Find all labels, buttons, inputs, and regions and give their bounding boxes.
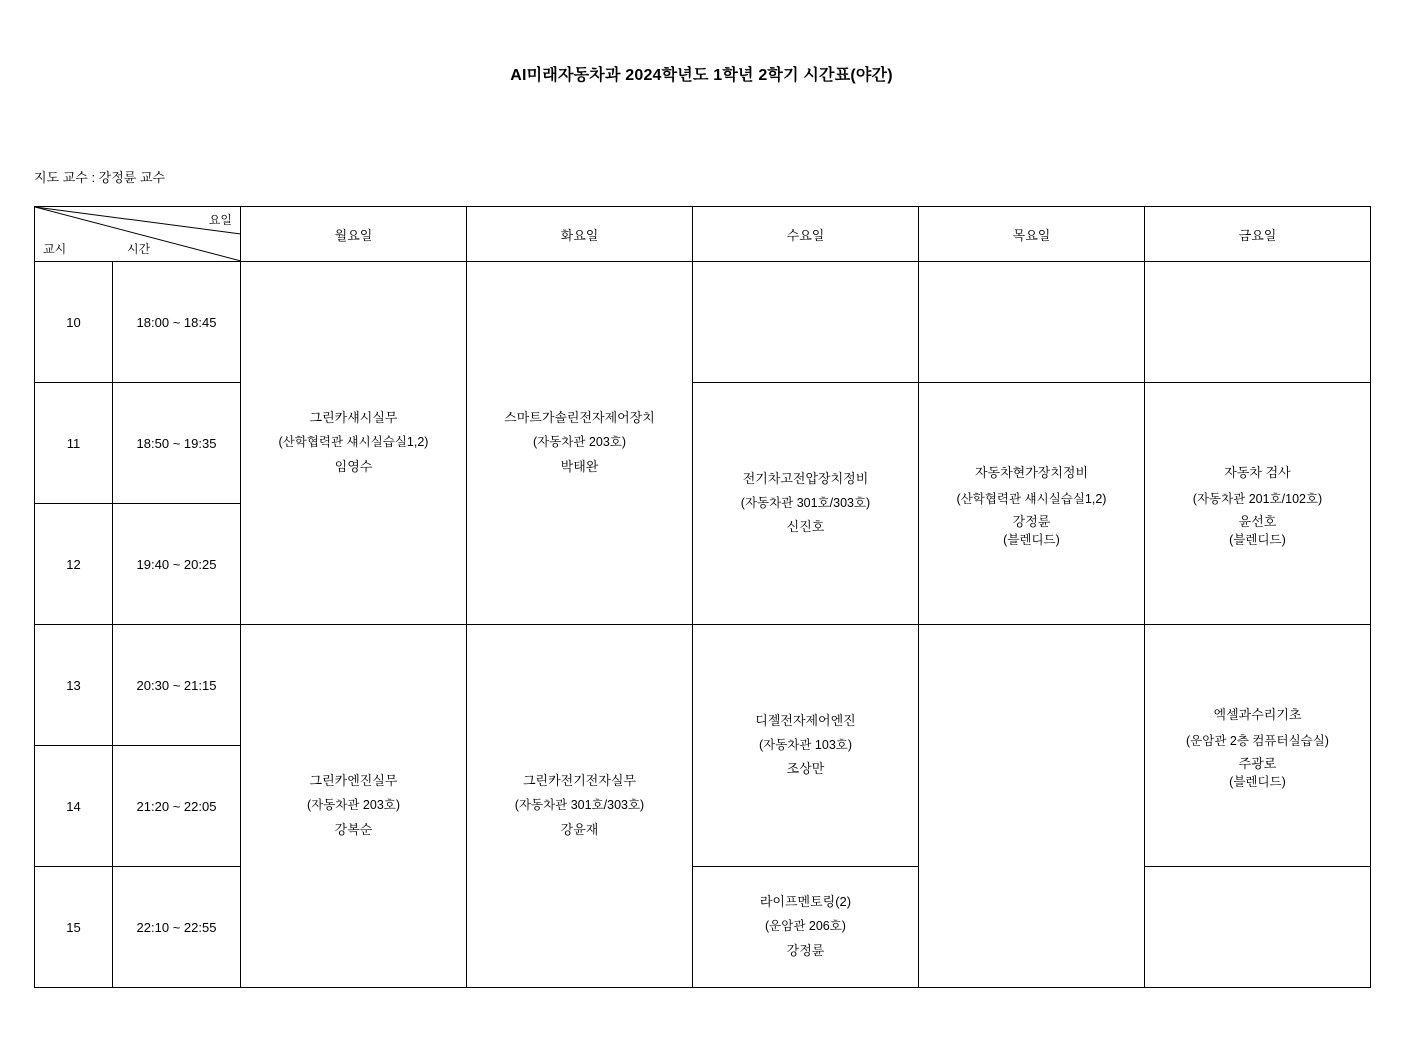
period-number: 15: [35, 867, 113, 988]
period-number: 11: [35, 383, 113, 504]
period-number: 12: [35, 504, 113, 625]
period-number: 14: [35, 746, 113, 867]
timetable: [34, 206, 1371, 988]
course-professor: 강복순: [334, 821, 373, 837]
course-professor: 윤선호: [1238, 514, 1277, 530]
table-row: [35, 383, 1371, 504]
course-mode: (블렌디드): [1229, 774, 1286, 789]
cell-wednesday-1: [693, 383, 919, 625]
table-row: [35, 262, 1371, 383]
cell-wednesday-empty-10: [693, 262, 919, 383]
period-time: 21:20 ~ 22:05: [113, 746, 241, 867]
course-professor: 조상만: [786, 761, 825, 777]
course-place: (운암관 206호): [765, 919, 846, 934]
course-place: (자동차관 201호/102호): [1192, 492, 1323, 507]
course-name: 전기차고전압장치정비: [742, 470, 869, 486]
course-block: [693, 886, 918, 967]
cell-friday-2: [1145, 625, 1371, 867]
course-place: (산학협력관 섀시실습실1,2): [956, 492, 1107, 507]
course-name: 그린카섀시실무: [309, 410, 398, 426]
cell-tuesday-1: [467, 262, 693, 625]
course-professor: 임영수: [334, 458, 373, 474]
period-time: 18:00 ~ 18:45: [113, 262, 241, 383]
table-row: [35, 625, 1371, 746]
course-name: 스마트가솔린전자제어장치: [504, 410, 655, 426]
course-place: (자동차관 203호): [532, 435, 627, 450]
course-place: (산학협력관 섀시실습실1,2): [278, 435, 429, 450]
period-time: 22:10 ~ 22:55: [113, 867, 241, 988]
cell-monday-1: [241, 262, 467, 625]
course-block: [1145, 697, 1370, 794]
course-name: 자동차현가장치정비: [974, 464, 1089, 480]
course-professor: 강정륜: [1012, 514, 1051, 530]
table-corner-header: [35, 207, 241, 262]
course-mode: (블렌디드): [1229, 532, 1286, 547]
course-professor: 박태완: [560, 458, 599, 474]
course-professor: 강윤재: [560, 821, 599, 837]
course-place: (운암관 2층 컴퓨터실습실): [1186, 734, 1329, 749]
course-block: [241, 402, 466, 483]
day-header-thursday: 목요일: [919, 207, 1145, 262]
corner-day-label: 요일: [208, 213, 232, 227]
day-header-tuesday: 화요일: [467, 207, 693, 262]
period-number: 13: [35, 625, 113, 746]
cell-friday-empty-10: [1145, 262, 1371, 383]
course-block: [241, 765, 466, 846]
cell-thursday-empty-10: [919, 262, 1145, 383]
table-row: [35, 867, 1371, 988]
course-block: [919, 455, 1144, 552]
course-block: [467, 765, 692, 846]
course-name: 엑셀과수리기초: [1213, 706, 1302, 722]
course-block: [1145, 455, 1370, 552]
day-header-wednesday: 수요일: [693, 207, 919, 262]
period-time: 18:50 ~ 19:35: [113, 383, 241, 504]
course-professor: 강정륜: [786, 942, 825, 958]
day-header-monday: 월요일: [241, 207, 467, 262]
period-time: 20:30 ~ 21:15: [113, 625, 241, 746]
corner-time-label: 시간: [127, 242, 151, 256]
course-place: (자동차관 301호/303호): [514, 798, 645, 813]
cell-thursday-empty-13: [919, 625, 1145, 988]
cell-friday-1: [1145, 383, 1371, 625]
course-professor: 신진호: [786, 519, 825, 535]
day-header-friday: 금요일: [1145, 207, 1371, 262]
course-professor: 주광로: [1238, 756, 1277, 772]
course-name: 그린카엔진실무: [309, 773, 398, 789]
course-place: (자동차관 301호/303호): [740, 495, 871, 510]
course-place: (자동차관 103호): [758, 737, 853, 752]
period-time: 19:40 ~ 20:25: [113, 504, 241, 625]
course-name: 자동차 검사: [1224, 464, 1291, 480]
corner-period-label: 교시: [43, 242, 67, 256]
course-name: 그린카전기전자실무: [522, 773, 637, 789]
cell-friday-empty-15: [1145, 867, 1371, 988]
cell-thursday-1: [919, 383, 1145, 625]
page-title: AI미래자동차과 2024학년도 1학년 2학기 시간표(야간): [510, 67, 893, 84]
period-number: 10: [35, 262, 113, 383]
cell-monday-2: [241, 625, 467, 988]
cell-wednesday-2: [693, 625, 919, 867]
course-name: 라이프멘토링(2): [759, 894, 852, 910]
course-mode: (블렌디드): [1003, 532, 1060, 547]
course-place: (자동차관 203호): [306, 798, 401, 813]
course-block: [467, 402, 692, 483]
course-block: [693, 705, 918, 786]
course-block: [693, 463, 918, 544]
cell-wednesday-3: [693, 867, 919, 988]
cell-tuesday-2: [467, 625, 693, 988]
course-name: 디젤전자제어엔진: [755, 712, 856, 728]
advisor-label: 지도 교수 : 강정륜 교수: [34, 170, 166, 185]
